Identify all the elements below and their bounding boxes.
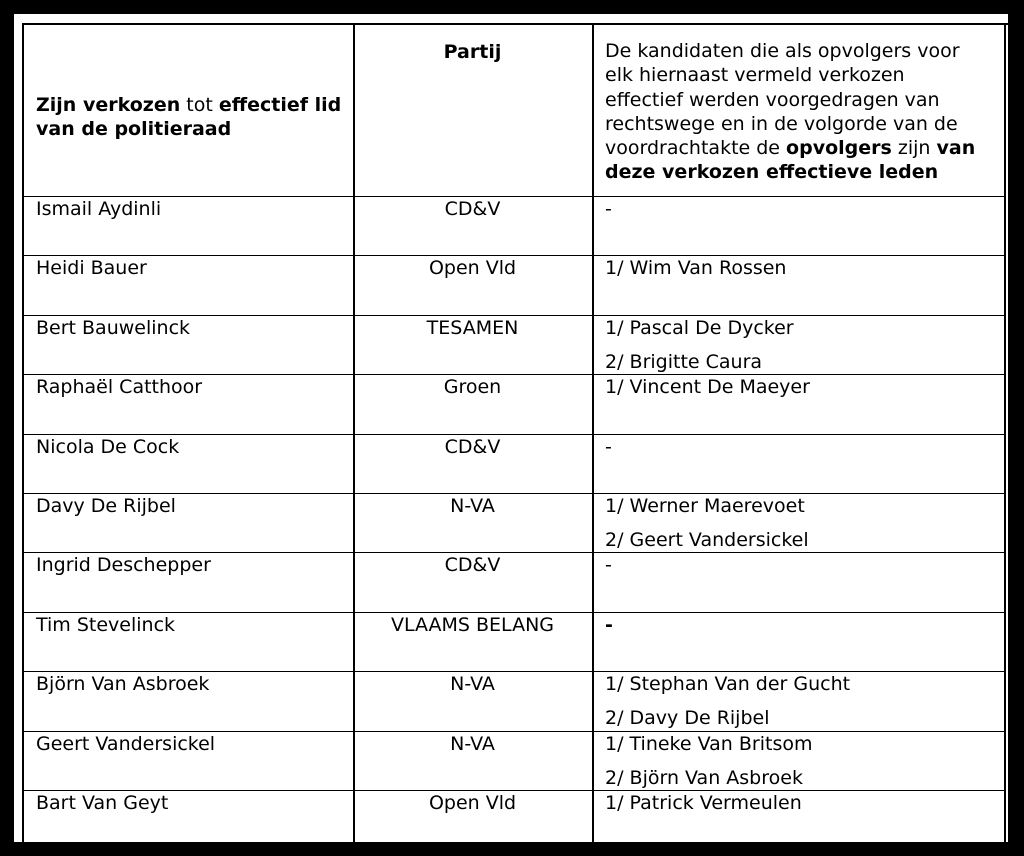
header-successors-text: van: [936, 137, 976, 160]
party-name: CD&V: [444, 554, 501, 577]
party-name: N-VA: [450, 673, 495, 696]
member-name: Heidi Bauer: [36, 257, 147, 280]
successor-entry: -: [605, 554, 612, 577]
header-elected-text: tot: [180, 94, 219, 116]
successor-entry: 2/ Brigitte Caura: [605, 350, 763, 373]
header-elected-text: effectief lid: [218, 94, 342, 116]
header-successors-text: opvolgers: [786, 137, 892, 160]
header-elected-text: van de politieraad: [36, 118, 232, 140]
member-name: Nicola De Cock: [36, 435, 180, 458]
member-name: Geert Vandersickel: [36, 732, 216, 755]
member-name: Tim Stevelinck: [36, 613, 176, 636]
header-successors-text: effectief werden voorgedragen van: [605, 88, 940, 111]
header-successors-text: voordrachtakte de: [605, 137, 787, 160]
header-party: Partij: [443, 41, 502, 63]
member-name: Davy De Rijbel: [36, 495, 176, 517]
document-page: [14, 14, 1008, 842]
party-name: Groen: [443, 376, 502, 399]
header-successors-text: rechtswege en in de volgorde van de: [605, 112, 958, 135]
header-elected-text: Zijn verkozen: [36, 94, 181, 116]
party-name: Open Vld: [428, 792, 517, 814]
party-name: VLAAMS BELANG: [390, 613, 555, 636]
header-successors-text: deze verkozen effectieve leden: [605, 161, 939, 184]
party-name: CD&V: [444, 198, 501, 220]
successor-entry: -: [605, 435, 612, 458]
header-successors: [605, 39, 1005, 185]
party-name: TESAMEN: [426, 316, 519, 339]
successor-entry: 2/ Björn Van Asbroek: [605, 766, 803, 789]
header-successors-text: elk hiernaast vermeld verkozen: [605, 64, 905, 87]
successor-entry: 1/ Werner Maerevoet: [605, 495, 805, 517]
member-name: Raphaël Catthoor: [36, 376, 203, 399]
successor-entry: 2/ Davy De Rijbel: [605, 707, 770, 730]
successor-entry: 2/ Geert Vandersickel: [605, 529, 809, 551]
party-name: N-VA: [450, 495, 495, 517]
successor-entry: 1/ Wim Van Rossen: [605, 257, 787, 280]
successor-entry: 1/ Pascal De Dycker: [605, 316, 794, 339]
successor-entry: 1/ Patrick Vermeulen: [605, 792, 802, 814]
member-name: Ismail Aydinli: [36, 198, 162, 220]
member-name: Bart Van Geyt: [36, 792, 169, 814]
party-name: N-VA: [450, 732, 495, 755]
header-successors-text: zijn: [891, 137, 937, 160]
table-top-border: [22, 23, 1008, 25]
party-name: CD&V: [444, 435, 501, 458]
header-successors-text: De kandidaten die als opvolgers voor: [605, 40, 960, 62]
successor-entry: -: [605, 613, 613, 636]
member-name: Ingrid Deschepper: [36, 554, 211, 577]
header-elected-members: [36, 93, 341, 141]
successor-entry: 1/ Vincent De Maeyer: [605, 376, 810, 399]
member-name: Bert Bauwelinck: [36, 316, 191, 339]
member-name: Björn Van Asbroek: [36, 673, 210, 696]
successor-entry: -: [605, 198, 612, 220]
successor-entry: 1/ Tineke Van Britsom: [605, 732, 813, 755]
party-name: Open Vld: [428, 257, 517, 280]
successor-entry: 1/ Stephan Van der Gucht: [605, 673, 851, 696]
